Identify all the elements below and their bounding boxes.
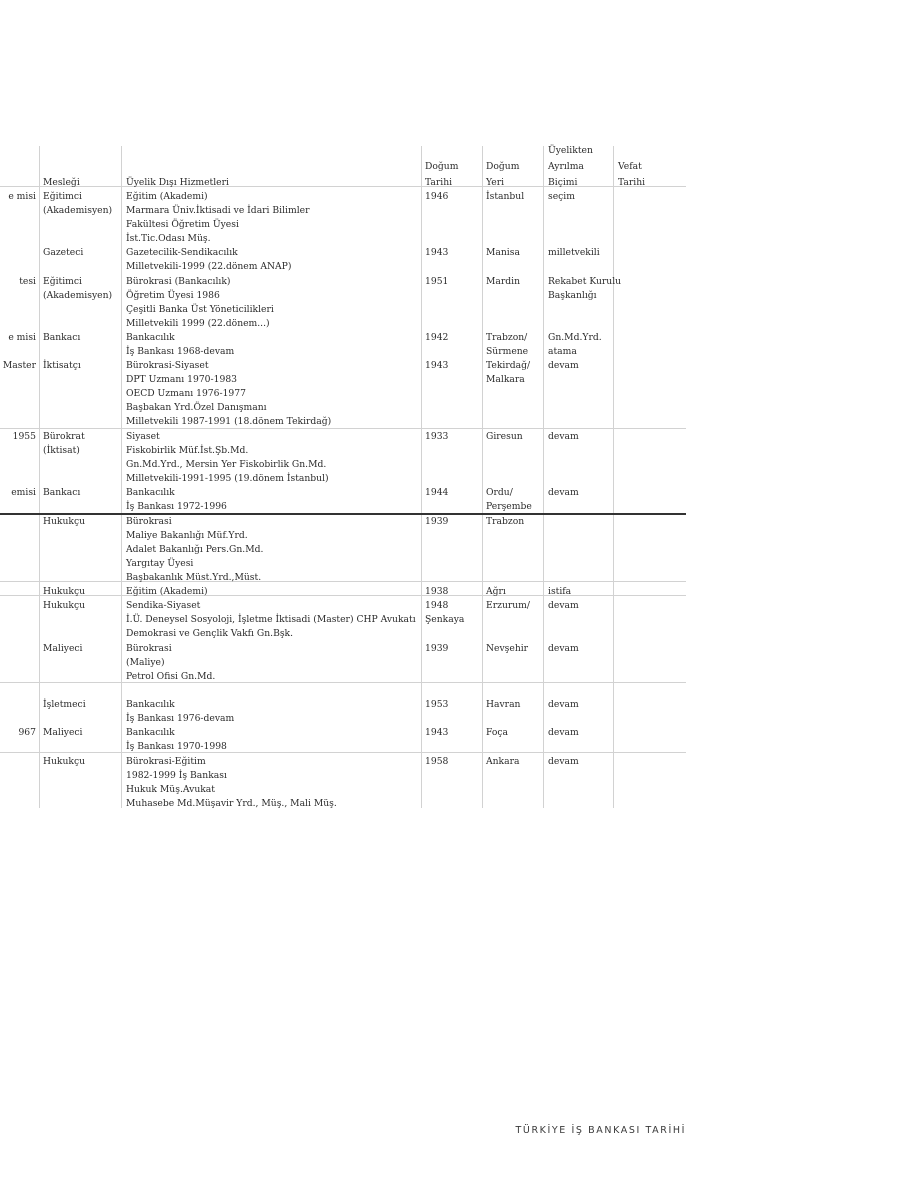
leaving-form-cell (548, 359, 579, 373)
leaving-form-cell-line: Gn.Md.Yrd. (548, 332, 602, 343)
birth-year: 1943 (425, 247, 449, 258)
services-cell-line: Bankacılık (126, 332, 175, 343)
profession-cell-line: Maliyeci (43, 727, 83, 738)
row-rule (0, 682, 686, 683)
services-cell-line: Çeşitli Banka Üst Yöneticilikleri (126, 304, 274, 316)
birth-place-cell-line: Nevşehir (486, 643, 529, 654)
birth-place-cell (486, 275, 520, 289)
services-cell-line: Eğitim (Akademi) (126, 586, 208, 597)
services-cell-line: Milletvekili-1999 (22.dönem ANAP) (126, 261, 292, 273)
leaving-form-cell (548, 486, 579, 500)
birth-date-cell (425, 726, 448, 740)
profession-cell (43, 331, 80, 345)
services-cell-line: Sendika-Siyaset (126, 600, 201, 611)
birth-year: 1943 (425, 360, 449, 371)
services-cell-line: İst.Tic.Odası Müş. (126, 233, 211, 245)
birth-date-cell (425, 331, 448, 345)
leaving-form-cell-line: devam (548, 643, 579, 654)
services-cell-line: Fiskobirlik Müf.İst.Şb.Md. (126, 445, 249, 457)
birth-year: 1943 (425, 727, 449, 738)
profession-cell-line: (Akademisyen) (43, 290, 113, 302)
leaving-form-cell (548, 190, 575, 204)
birth-year: 1951 (425, 276, 449, 287)
birth-year: 1942 (425, 332, 449, 343)
birth-date-cell (425, 430, 448, 444)
header-services: Üyelik Dışı Hizmetleri (126, 177, 229, 188)
birth-place-cell (486, 642, 528, 656)
services-cell-line: İş Bankası 1970-1998 (126, 741, 227, 753)
profession-cell-line: (Akademisyen) (43, 205, 113, 217)
services-cell (126, 430, 329, 486)
profession-cell (43, 585, 85, 599)
leaving-form-cell (548, 642, 579, 656)
leaving-form-cell-line: milletvekili (548, 247, 600, 258)
services-cell-line: Maliye Bakanlığı Müf.Yrd. (126, 530, 248, 542)
profession-cell (43, 599, 85, 613)
birth-year: 1948 (425, 600, 449, 611)
services-cell (126, 190, 309, 246)
row-rule (0, 595, 686, 596)
profession-cell (43, 486, 80, 500)
leaving-form-cell (548, 726, 579, 740)
services-cell-line: Hukuk Müş.Avukat (126, 784, 215, 796)
services-cell-line: Bürokrasi (Bankacılık) (126, 276, 231, 287)
birth-place-cell-line: Trabzon (486, 516, 525, 527)
services-cell-line: OECD Uzmanı 1976-1977 (126, 388, 246, 400)
leaving-form-cell-line: seçim (548, 191, 575, 202)
leaving-form-cell-line: atama (548, 346, 577, 358)
services-cell-line: İş Bankası 1972-1996 (126, 501, 227, 513)
profession-cell-line: Eğitimci (43, 276, 82, 287)
cut-off-cell: emisi (11, 487, 36, 498)
profession-cell-line: Hukukçu (43, 586, 86, 597)
column-divider (121, 146, 122, 808)
profession-cell (43, 275, 112, 303)
services-cell (126, 726, 227, 754)
services-cell-line: Gn.Md.Yrd., Mersin Yer Fiskobirlik Gn.Md. (126, 459, 327, 471)
birth-date-cell (425, 275, 448, 289)
cut-off-cell: 967 (18, 727, 36, 738)
column-divider (421, 146, 422, 808)
cut-off-cell: tesi (19, 276, 36, 287)
leaving-form-cell-line: devam (548, 699, 579, 710)
profession-cell-line: (İktisat) (43, 445, 80, 457)
section-rule (0, 513, 686, 515)
footer-title: TÜRKİYE İŞ BANKASI TARİHİ (515, 1125, 686, 1136)
birth-place-cell (486, 585, 506, 599)
birth-place-cell-line: Sürmene (486, 346, 529, 358)
leaving-form-cell (548, 246, 600, 260)
profession-cell-line: Hukukçu (43, 600, 86, 611)
header-death-date: Vefat Tarihi (618, 161, 646, 188)
services-cell-line: Bürokrasi (126, 643, 172, 654)
services-cell (126, 515, 263, 585)
birth-date-cell (425, 755, 448, 769)
profession-cell (43, 726, 82, 740)
birth-place-cell-line: Perşembe (486, 501, 532, 513)
leaving-form-cell-line: Rekabet Kurulu (548, 276, 622, 287)
profession-cell-line: Bankacı (43, 332, 81, 343)
profession-cell-line: Eğitimci (43, 191, 82, 202)
profession-cell-line: Bankacı (43, 487, 81, 498)
birth-year: 1958 (425, 756, 449, 767)
leaving-form-cell (548, 755, 579, 769)
services-cell-line: Yargıtay Üyesi (126, 558, 194, 570)
birth-date-cell (425, 359, 448, 373)
birth-place-cell (486, 359, 530, 387)
services-cell-line: Bankacılık (126, 699, 175, 710)
services-cell-line: Muhasebe Md.Müşavir Yrd., Müş., Mali Müş. (126, 798, 337, 810)
profession-cell-line: Hukukçu (43, 516, 86, 527)
services-cell (126, 275, 274, 331)
services-cell-line: İ.Ü. Deneysel Sosyoloji, İşletme İktisadi (Master) CHP Avukatı (126, 614, 416, 626)
services-cell-line: Adalet Bakanlığı Pers.Gn.Md. (126, 544, 264, 556)
profession-cell (43, 190, 112, 218)
services-cell-line: İş Bankası 1976-devam (126, 713, 235, 725)
leaving-form-cell-line: devam (548, 360, 579, 371)
cut-off-cell: 1955 (12, 431, 36, 442)
services-cell-line: Başbakanlık Müst.Yrd.,Müst. (126, 572, 262, 584)
leaving-form-cell-line: devam (548, 600, 579, 611)
services-cell (126, 246, 291, 274)
services-cell-line: Fakültesi Öğretim Üyesi (126, 219, 239, 231)
birth-place-cell (486, 698, 520, 712)
profession-cell-line: İşletmeci (43, 699, 86, 710)
profession-cell (43, 359, 81, 373)
services-cell-line: Demokrasi ve Gençlik Vakfı Gn.Bşk. (126, 628, 294, 640)
birth-place-cell-line: Ordu/ (486, 487, 513, 498)
profession-cell (43, 430, 85, 458)
birth-place-cell-line: İstanbul (486, 191, 525, 202)
services-cell (126, 331, 234, 359)
birth-place-cell-line: Giresun (486, 431, 523, 442)
birth-place-cell (486, 486, 532, 514)
services-cell-line: Bankacılık (126, 727, 175, 738)
birth-date-cell (425, 585, 448, 599)
birth-date-cell (425, 642, 448, 656)
services-cell-line: Milletvekili 1987-1991 (18.dönem Tekirdağ) (126, 416, 332, 428)
services-cell (126, 642, 215, 684)
birth-date-cell (425, 698, 448, 712)
header-birth-date: Doğum Tarihi (425, 161, 459, 188)
birth-place-cell (486, 515, 524, 529)
column-divider (39, 146, 40, 808)
birth-place-cell-line: Malkara (486, 374, 525, 386)
birth-year: 1939 (425, 516, 449, 527)
birth-date-cell (425, 599, 464, 627)
birth-place-cell (486, 726, 508, 740)
leaving-form-cell (548, 599, 579, 613)
services-cell-line: Bürokrasi-Eğitim (126, 756, 206, 767)
header-leaving-form: Üyelikten Ayrılma Biçimi (548, 145, 593, 188)
birth-place-cell-line: Tekirdağ/ (486, 360, 531, 371)
birth-place-cell-line: Erzurum/ (486, 600, 530, 611)
profession-cell (43, 515, 85, 529)
profession-cell-line: Bürokrat (43, 431, 85, 442)
profession-cell-line: Gazeteci (43, 247, 84, 258)
birth-place-cell (486, 246, 520, 260)
birth-place-cell-line: Mardin (486, 276, 521, 287)
birth-place-cell-line: Havran (486, 699, 521, 710)
cut-off-cell: Master (2, 360, 36, 371)
row-rule (0, 752, 686, 753)
leaving-form-cell-line: devam (548, 727, 579, 738)
profession-cell-line: Maliyeci (43, 643, 83, 654)
profession-cell (43, 246, 83, 260)
leaving-form-cell (548, 585, 571, 599)
profession-cell-line: İktisatçı (43, 360, 81, 371)
services-cell-line: Marmara Üniv.İktisadi ve İdari Bilimler (126, 205, 310, 217)
profession-cell-line: Hukukçu (43, 756, 86, 767)
birth-place-overflow: Şenkaya (425, 614, 465, 626)
birth-place-cell (486, 755, 519, 769)
birth-year: 1953 (425, 699, 449, 710)
birth-year: 1944 (425, 487, 449, 498)
leaving-form-cell-line: Başkanlığı (548, 290, 597, 302)
birth-date-cell (425, 515, 448, 529)
birth-date-cell (425, 190, 448, 204)
services-cell-line: Bürokrasi-Siyaset (126, 360, 209, 371)
services-cell-line: 1982-1999 İş Bankası (126, 770, 227, 782)
birth-year: 1946 (425, 191, 449, 202)
profession-cell (43, 642, 82, 656)
column-divider (482, 146, 483, 808)
profession-cell (43, 755, 85, 769)
services-cell-line: Bürokrasi (126, 516, 172, 527)
leaving-form-cell-line: devam (548, 756, 579, 767)
cut-off-cell: e misi (8, 191, 36, 202)
services-cell-line: İş Bankası 1968-devam (126, 346, 235, 358)
leaving-form-cell (548, 698, 579, 712)
services-cell-line: Milletvekili-1991-1995 (19.dönem İstanbul) (126, 473, 329, 485)
services-cell-line: (Maliye) (126, 657, 165, 669)
birth-year: 1939 (425, 643, 449, 654)
services-cell-line: Petrol Ofisi Gn.Md. (126, 671, 216, 683)
services-cell-line: Gazetecilik-Sendikacılık (126, 247, 238, 258)
services-cell (126, 585, 208, 599)
leaving-form-cell-line: devam (548, 431, 579, 442)
birth-place-cell-line: Ağrı (486, 586, 506, 597)
header-birth-place: Doğum Yeri (486, 161, 520, 188)
services-cell (126, 359, 331, 429)
birth-year: 1938 (425, 586, 449, 597)
services-cell (126, 698, 234, 726)
birth-place-cell (486, 430, 523, 444)
services-cell-line: Öğretim Üyesi 1986 (126, 290, 220, 302)
birth-place-cell-line: Manisa (486, 247, 520, 258)
cut-off-cell: e misi (8, 332, 36, 343)
services-cell (126, 486, 227, 514)
profession-cell (43, 698, 86, 712)
leaving-form-cell (548, 331, 602, 359)
birth-date-cell (425, 486, 448, 500)
services-cell-line: Başbakan Yrd.Özel Danışmanı (126, 402, 267, 414)
birth-place-cell (486, 190, 524, 204)
row-rule (0, 428, 686, 429)
birth-place-cell-line: Trabzon/ (486, 332, 528, 343)
services-cell (126, 755, 337, 811)
birth-date-cell (425, 246, 448, 260)
services-cell-line: Bankacılık (126, 487, 175, 498)
birth-year: 1933 (425, 431, 449, 442)
birth-place-cell-line: Foça (486, 727, 509, 738)
leaving-form-cell-line: istifa (548, 586, 572, 597)
services-cell-line: Milletvekili 1999 (22.dönem...) (126, 318, 270, 330)
column-divider (613, 146, 614, 808)
birth-place-cell (486, 599, 530, 613)
column-divider (543, 146, 544, 808)
services-cell-line: DPT Uzmanı 1970-1983 (126, 374, 238, 386)
services-cell-line: Eğitim (Akademi) (126, 191, 208, 202)
leaving-form-cell-line: devam (548, 487, 579, 498)
birth-place-cell (486, 331, 528, 359)
birth-place-cell-line: Ankara (486, 756, 520, 767)
row-rule (0, 581, 686, 582)
leaving-form-cell (548, 275, 621, 303)
services-cell (126, 599, 416, 641)
leaving-form-cell (548, 430, 579, 444)
header-profession: Mesleği (43, 177, 80, 188)
services-cell-line: Siyaset (126, 431, 160, 442)
